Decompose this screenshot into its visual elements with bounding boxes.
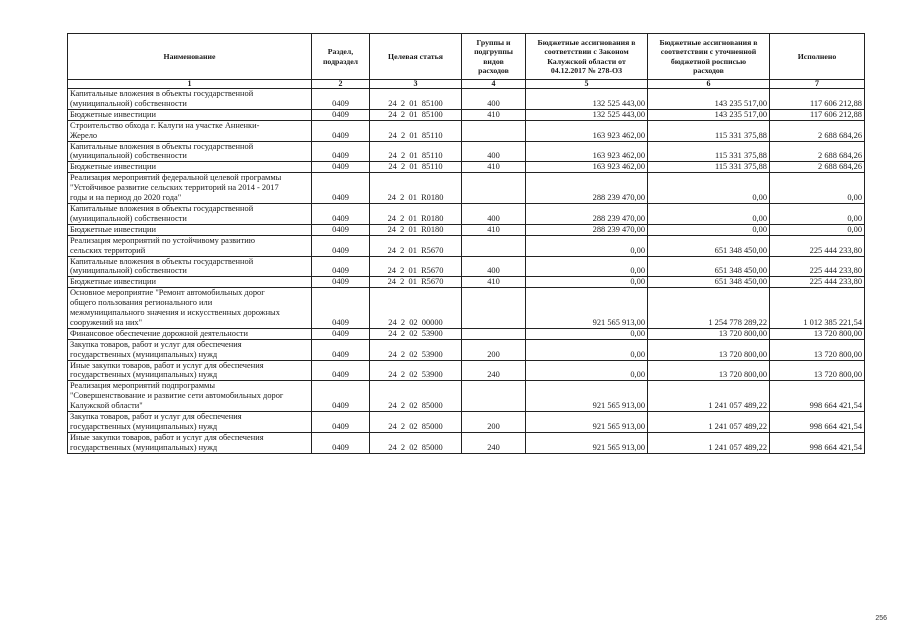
row-expense-group: 410 — [462, 109, 526, 120]
row-section: 0409 — [312, 328, 370, 339]
header-expense-group: Группы и подгруппы видов расходов — [462, 34, 526, 80]
row-refined-allocation: 651 348 450,00 — [648, 256, 770, 277]
row-section: 0409 — [312, 173, 370, 204]
row-expense-group: 200 — [462, 339, 526, 360]
row-law-allocation: 0,00 — [526, 360, 648, 381]
row-executed: 225 444 233,80 — [770, 277, 865, 288]
row-section: 0409 — [312, 109, 370, 120]
table-row — [68, 256, 865, 277]
row-expense-group: 410 — [462, 162, 526, 173]
row-name: Бюджетные инвестиции — [68, 162, 312, 173]
table-row — [68, 328, 865, 339]
row-refined-allocation: 1 254 778 289,22 — [648, 288, 770, 329]
column-number: 5 — [526, 80, 648, 89]
row-executed: 998 664 421,54 — [770, 412, 865, 433]
row-executed: 13 720 800,00 — [770, 328, 865, 339]
row-target-article: 24 2 01 R0180 — [370, 203, 462, 224]
row-target-article: 24 2 02 00000 — [370, 288, 462, 329]
row-refined-allocation: 143 235 517,00 — [648, 89, 770, 110]
header-refined-allocations: Бюджетные ассигнования в соответствии с уточненной бюджетной росписью расходов — [648, 34, 770, 80]
row-target-article: 24 2 02 85000 — [370, 381, 462, 412]
row-expense-group: 240 — [462, 360, 526, 381]
table-row — [68, 89, 865, 110]
table-body — [68, 89, 865, 454]
row-law-allocation: 288 239 470,00 — [526, 203, 648, 224]
row-expense-group: 400 — [462, 203, 526, 224]
table-row — [68, 412, 865, 433]
row-target-article: 24 2 01 85110 — [370, 120, 462, 141]
row-section: 0409 — [312, 141, 370, 162]
row-expense-group: 240 — [462, 432, 526, 453]
header-section: Раздел, подраздел — [312, 34, 370, 80]
header-target-article: Целевая статья — [370, 34, 462, 80]
row-section: 0409 — [312, 89, 370, 110]
row-target-article: 24 2 01 R0180 — [370, 224, 462, 235]
row-law-allocation: 132 525 443,00 — [526, 109, 648, 120]
row-name: Иные закупки товаров, работ и услуг для обеспечения государственных (муниципальных) нужд — [68, 432, 312, 453]
row-section: 0409 — [312, 412, 370, 433]
table-row — [68, 339, 865, 360]
row-refined-allocation: 1 241 057 489,22 — [648, 412, 770, 433]
row-name: Реализация мероприятий по устойчивому развитию сельских территорий — [68, 235, 312, 256]
row-section: 0409 — [312, 360, 370, 381]
column-number: 7 — [770, 80, 865, 89]
row-target-article: 24 2 01 85100 — [370, 109, 462, 120]
row-name: Капитальные вложения в объекты государственной (муниципальной) собственности — [68, 256, 312, 277]
row-expense-group: 400 — [462, 256, 526, 277]
row-section: 0409 — [312, 235, 370, 256]
column-number: 2 — [312, 80, 370, 89]
row-name: Основное мероприятие "Ремонт автомобильных дорог общего пользования регионального или межмуниципального значения и искусственных дорожных сооружений на них" — [68, 288, 312, 329]
row-expense-group: 200 — [462, 412, 526, 433]
row-name: Капитальные вложения в объекты государственной (муниципальной) собственности — [68, 89, 312, 110]
header-law-allocations: Бюджетные ассигнования в соответствии с Законом Калужской области от 04.12.2017 № 278-ОЗ — [526, 34, 648, 80]
row-target-article: 24 2 02 53900 — [370, 328, 462, 339]
row-expense-group — [462, 120, 526, 141]
row-expense-group: 410 — [462, 277, 526, 288]
table-row — [68, 162, 865, 173]
row-name: Реализация мероприятий федеральной целевой программы "Устойчивое развитие сельских территорий на 2014 - 2017 годы и на период до 2020 года" — [68, 173, 312, 204]
row-law-allocation: 921 565 913,00 — [526, 288, 648, 329]
row-executed: 998 664 421,54 — [770, 432, 865, 453]
row-name: Капитальные вложения в объекты государственной (муниципальной) собственности — [68, 203, 312, 224]
row-target-article: 24 2 02 53900 — [370, 339, 462, 360]
row-section: 0409 — [312, 224, 370, 235]
row-executed: 0,00 — [770, 224, 865, 235]
table-row — [68, 235, 865, 256]
row-law-allocation: 0,00 — [526, 256, 648, 277]
row-refined-allocation: 1 241 057 489,22 — [648, 432, 770, 453]
header-executed: Исполнено — [770, 34, 865, 80]
row-target-article: 24 2 02 53900 — [370, 360, 462, 381]
row-refined-allocation: 115 331 375,88 — [648, 141, 770, 162]
page-number: 256 — [875, 615, 887, 622]
row-refined-allocation: 13 720 800,00 — [648, 328, 770, 339]
row-expense-group: 400 — [462, 89, 526, 110]
row-expense-group — [462, 173, 526, 204]
row-executed: 0,00 — [770, 173, 865, 204]
row-law-allocation: 0,00 — [526, 235, 648, 256]
row-executed: 13 720 800,00 — [770, 360, 865, 381]
row-refined-allocation: 143 235 517,00 — [648, 109, 770, 120]
row-section: 0409 — [312, 277, 370, 288]
row-law-allocation: 921 565 913,00 — [526, 381, 648, 412]
row-name: Иные закупки товаров, работ и услуг для обеспечения государственных (муниципальных) нужд — [68, 360, 312, 381]
row-executed: 117 606 212,88 — [770, 89, 865, 110]
row-law-allocation: 921 565 913,00 — [526, 412, 648, 433]
row-section: 0409 — [312, 381, 370, 412]
row-expense-group: 410 — [462, 224, 526, 235]
row-executed: 2 688 684,26 — [770, 141, 865, 162]
header-name: Наименование — [68, 34, 312, 80]
budget-table — [67, 33, 865, 454]
row-law-allocation: 288 239 470,00 — [526, 173, 648, 204]
row-name: Закупка товаров, работ и услуг для обеспечения государственных (муниципальных) нужд — [68, 339, 312, 360]
row-law-allocation: 0,00 — [526, 328, 648, 339]
table-row — [68, 109, 865, 120]
row-target-article: 24 2 01 R5670 — [370, 256, 462, 277]
row-target-article: 24 2 01 R5670 — [370, 235, 462, 256]
row-executed: 225 444 233,80 — [770, 256, 865, 277]
row-expense-group — [462, 235, 526, 256]
row-refined-allocation: 1 241 057 489,22 — [648, 381, 770, 412]
row-name: Реализация мероприятий подпрограммы "Совершенствование и развитие сети автомобильных дорог Калужской области" — [68, 381, 312, 412]
row-executed: 13 720 800,00 — [770, 339, 865, 360]
row-target-article: 24 2 02 85000 — [370, 412, 462, 433]
row-name: Бюджетные инвестиции — [68, 224, 312, 235]
row-name: Финансовое обеспечение дорожной деятельности — [68, 328, 312, 339]
row-law-allocation: 0,00 — [526, 339, 648, 360]
row-target-article: 24 2 01 85110 — [370, 141, 462, 162]
table-row — [68, 203, 865, 224]
row-executed: 0,00 — [770, 203, 865, 224]
column-number: 1 — [68, 80, 312, 89]
table-row — [68, 381, 865, 412]
column-number: 6 — [648, 80, 770, 89]
row-executed: 117 606 212,88 — [770, 109, 865, 120]
table-row — [68, 173, 865, 204]
row-executed: 1 012 385 221,54 — [770, 288, 865, 329]
row-law-allocation: 163 923 462,00 — [526, 141, 648, 162]
row-target-article: 24 2 01 R5670 — [370, 277, 462, 288]
row-name: Бюджетные инвестиции — [68, 109, 312, 120]
row-refined-allocation: 0,00 — [648, 173, 770, 204]
row-target-article: 24 2 01 R0180 — [370, 173, 462, 204]
row-refined-allocation: 651 348 450,00 — [648, 235, 770, 256]
row-name: Капитальные вложения в объекты государственной (муниципальной) собственности — [68, 141, 312, 162]
table-row — [68, 277, 865, 288]
row-executed: 225 444 233,80 — [770, 235, 865, 256]
row-refined-allocation: 115 331 375,88 — [648, 120, 770, 141]
table-row — [68, 288, 865, 329]
row-target-article: 24 2 02 85000 — [370, 432, 462, 453]
row-target-article: 24 2 01 85100 — [370, 89, 462, 110]
row-refined-allocation: 115 331 375,88 — [648, 162, 770, 173]
column-number: 3 — [370, 80, 462, 89]
row-section: 0409 — [312, 339, 370, 360]
row-target-article: 24 2 01 85110 — [370, 162, 462, 173]
row-law-allocation: 163 923 462,00 — [526, 162, 648, 173]
row-section: 0409 — [312, 120, 370, 141]
table-row — [68, 360, 865, 381]
row-expense-group — [462, 288, 526, 329]
row-name: Строительство обхода г. Калуги на участке Анненки- Жерело — [68, 120, 312, 141]
row-law-allocation: 288 239 470,00 — [526, 224, 648, 235]
row-expense-group — [462, 328, 526, 339]
row-section: 0409 — [312, 432, 370, 453]
row-name: Закупка товаров, работ и услуг для обеспечения государственных (муниципальных) нужд — [68, 412, 312, 433]
table-row — [68, 224, 865, 235]
row-section: 0409 — [312, 256, 370, 277]
row-executed: 2 688 684,26 — [770, 120, 865, 141]
row-refined-allocation: 0,00 — [648, 203, 770, 224]
row-executed: 998 664 421,54 — [770, 381, 865, 412]
table-row — [68, 432, 865, 453]
row-expense-group — [462, 381, 526, 412]
row-refined-allocation: 651 348 450,00 — [648, 277, 770, 288]
row-executed: 2 688 684,26 — [770, 162, 865, 173]
row-law-allocation: 0,00 — [526, 277, 648, 288]
row-law-allocation: 132 525 443,00 — [526, 89, 648, 110]
row-name: Бюджетные инвестиции — [68, 277, 312, 288]
row-section: 0409 — [312, 162, 370, 173]
row-section: 0409 — [312, 203, 370, 224]
row-law-allocation: 163 923 462,00 — [526, 120, 648, 141]
row-refined-allocation: 13 720 800,00 — [648, 360, 770, 381]
row-law-allocation: 921 565 913,00 — [526, 432, 648, 453]
table-row — [68, 120, 865, 141]
column-number: 4 — [462, 80, 526, 89]
row-refined-allocation: 13 720 800,00 — [648, 339, 770, 360]
row-refined-allocation: 0,00 — [648, 224, 770, 235]
row-expense-group: 400 — [462, 141, 526, 162]
table-row — [68, 141, 865, 162]
row-section: 0409 — [312, 288, 370, 329]
